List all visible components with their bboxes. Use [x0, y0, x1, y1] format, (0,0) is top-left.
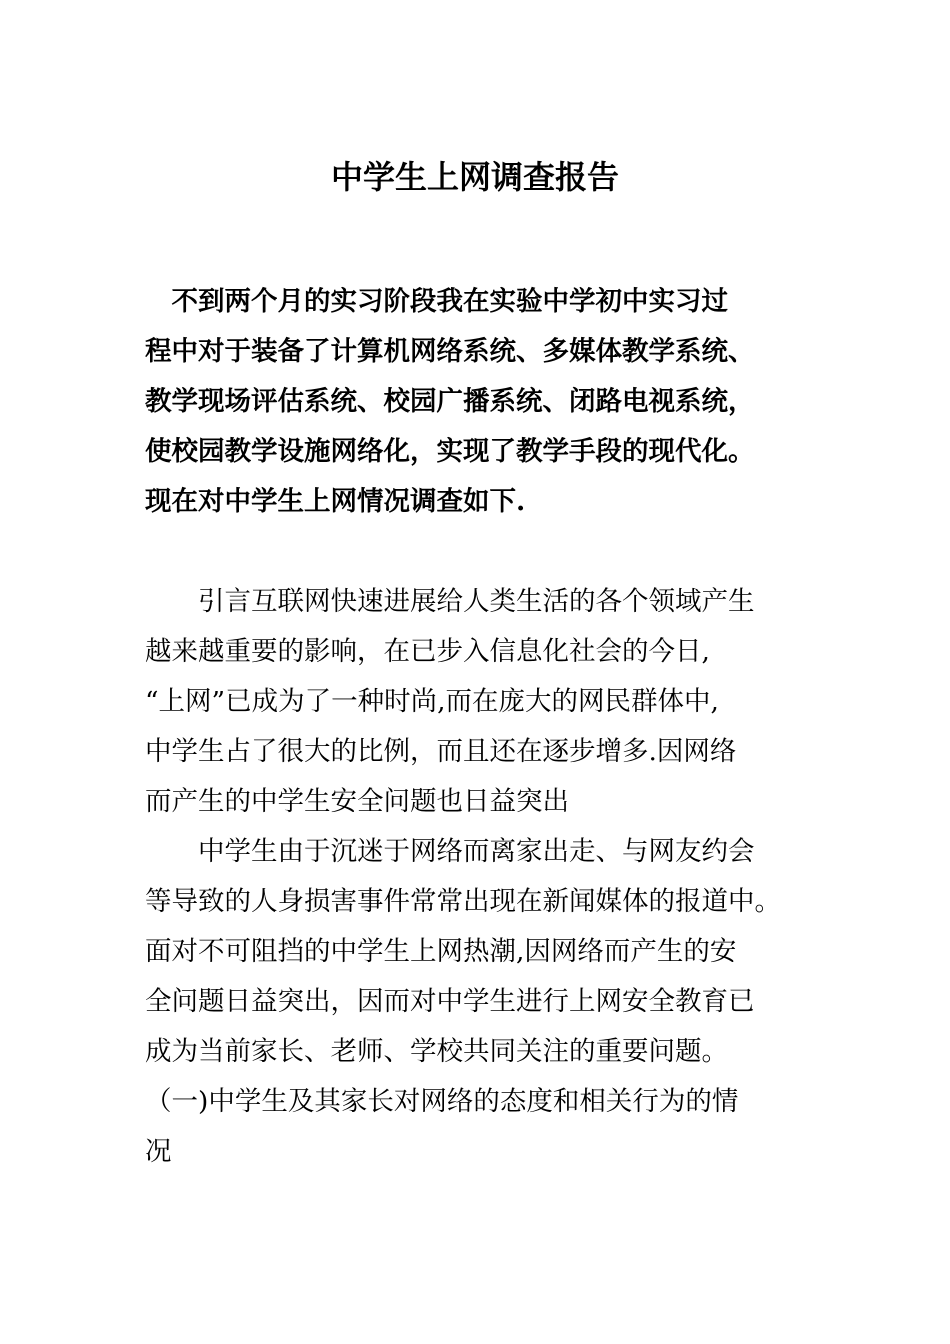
section-heading-line: 况	[145, 1136, 172, 1167]
paragraph-line: “上网”已成为了一种时尚,而在庞大的网民群体中,	[145, 686, 719, 717]
paragraph-line: 越来越重要的影响，在已步入信息化社会的今日,	[145, 636, 710, 667]
paragraph-line: 成为当前家长、老师、学校共同关注的重要问题。	[145, 1036, 728, 1067]
paragraph-line: 等导致的人身损害事件常常出现在新闻媒体的报道中。	[145, 886, 781, 917]
paragraph-line: 现在对中学生上网情况调查如下.	[145, 486, 526, 517]
paragraph-line: 不到两个月的实习阶段我在实验中学初中实习过	[145, 286, 728, 317]
intro-paragraph	[145, 277, 825, 527]
paragraph-line: 使校园教学设施网络化，实现了教学手段的现代化。	[145, 436, 755, 467]
paragraph-line: 中学生占了很大的比例，而且还在逐步增多.因网络	[145, 736, 737, 767]
paragraph-line: 而产生的中学生安全问题也日益突出	[145, 786, 569, 817]
body-paragraphs	[145, 577, 825, 1177]
paragraph-line: 面对不可阻挡的中学生上网热潮,因网络而产生的安	[145, 936, 737, 967]
paragraph-line: 程中对于装备了计算机网络系统、多媒体教学系统、	[145, 336, 755, 367]
paragraph-line: 全问题日益突出，因而对中学生进行上网安全教育已	[145, 986, 755, 1017]
paragraph-line: 引言互联网快速进展给人类生活的各个领域产生	[145, 586, 755, 617]
section-heading-line: （一)中学生及其家长对网络的态度和相关行为的情	[145, 1086, 739, 1117]
paragraph-line: 中学生由于沉迷于网络而离家出走、与网友约会	[145, 836, 755, 867]
paragraph-line: 教学现场评估系统、校园广播系统、闭路电视系统，	[145, 386, 755, 417]
document-title: 中学生上网调查报告	[330, 158, 619, 196]
